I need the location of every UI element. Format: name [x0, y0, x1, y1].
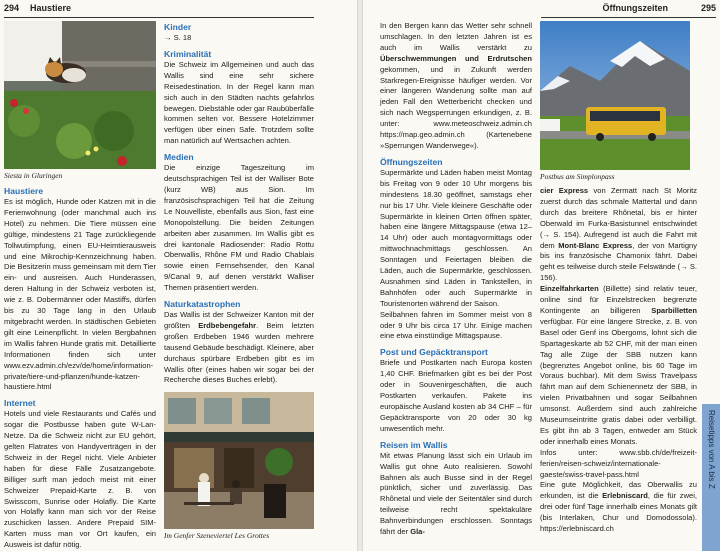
heading-reisen: Reisen im Wallis — [380, 439, 448, 450]
header-rule-right — [541, 17, 716, 18]
text-weather — [380, 21, 532, 152]
text-oeffnungszeiten-2: Seilbahnen fahren im Sommer meist von 8 oder 9 Uhr bis circa 17 Uhr. Einige machen eine etwa einstündige Mittagspause. — [380, 309, 532, 341]
text-medien: Die einzige Tageszeitung im deutschsprachigen Teil ist der Walliser Bote (kurz WB) aus Sion. Im französischsprachigen Teil hat die Zeitung Le Nouvelliste, ebenfalls aus Sion, fast eine Monopolstellung. Die beiden Zeitungen arbeiten aber zusammen. Im Wallis gibt es drei kantonale Radiosender: Radio Rottu Oberwallis, Rhône FM und Radio Chablais sowie einen Fernsehsender, den Kanal 9/Canal 9, auf denen verstärkt Walliser Themen präsentiert werden. — [164, 163, 314, 293]
trains-text-d: verfügbar. Für eine längere Strecke, z. B. von Basel oder Genf ins Obergoms, lohnt sich die Spartageskarte ab 52 CHF, mit der man einen Tag alle Züge der SBB nutzen kann (begrenztes Angebot online, bis 60 Tage im Voraus buchbar). Mit dem Swiss Travelpass fährt man auf dem Schienennetz der SBB, in vielen Privatbahnen und sogar Seilbahnen umsonst. Außerdem sind auch zahlreiche Museumseintritte gratis dabei oder verbilligt. Es gibt ihn ab 3 Tagen, entweder am Stück oder innerhalb eines Monats. — [540, 316, 697, 446]
text-internet: Hotels und viele Restaurants und Cafés und sogar die Postbusse haben gute W-Lan-Netze. Da die Schweiz nicht zur EU gehört, gelten Flatrates von Handyverträgen in der Schweiz in der Regel nicht. Viele Anbieter haben für diese Fälle Zusatzangebote. Billiger surft man jedoch meist mit einer Schweizer Prepaid-Karte z. B. von Swisscom, Sunrise oder Holafly. Die Karte von Holafly kann man sich vor der Reise zuschicken lassen. Andere Prepaid SIM-Karten muss man vor Ort kaufen, ein Ausweis ist dafür nötig. — [4, 409, 156, 550]
heading-medien: Medien — [164, 152, 194, 163]
chapter-side-tab-label: Reisetipps von A bis Z — [707, 410, 716, 489]
mont-blanc-express-bold: Mont-Blanc Express — [558, 240, 633, 250]
left-column-1 — [4, 21, 156, 551]
einzelfahrkarten-bold: Einzelfahrkarten — [540, 284, 599, 294]
heading-kinder: Kinder — [164, 22, 192, 32]
photo-caption-postbus: Postbus am Simplonpass — [540, 172, 615, 181]
photo-postbus-simplon — [540, 21, 690, 170]
running-head-left: Haustiere — [30, 3, 72, 13]
text-kriminalitaet: Die Schweiz im Allgemeinen und auch das Wallis sind eine sehr sichere Reisedestination. In der Regel kann man sich auch in den Städten nachts gefahrlos bewegen. Diebstähle oder gar Raubüberfälle kommen selten vor. Bessere Hotelzimmer verfügen über einen Safe. Trotzdem sollte man natürlich auf Wertsachen achten. — [164, 59, 314, 146]
text-trains-1 — [540, 186, 697, 284]
sparbilletten-bold: Sparbilletten — [651, 305, 697, 315]
trains-text-b: , der von Martigny bis ins französische Chamonix fährt. Dabei geht es teilweise durch steile Felswände (→ S. 156). — [540, 240, 698, 283]
reisen-bold: Gla- — [410, 527, 425, 537]
trains-text-a: von Zermatt nach St Moritz zuerst durch das schmale Mattertal und dann durch das breitere Rhônetal, bis er hinter Oberwald im Furka-Basistunnel entschwindet (→ S. 154). Aufregend ist auch die Fahrt mit dem — [540, 186, 697, 250]
photo-geneva-cafe — [164, 392, 314, 529]
glacier-express-bold: cier Express — [540, 186, 589, 195]
right-column-1 — [380, 21, 532, 538]
right-page — [363, 0, 720, 551]
text-kinder-ref: → S. 18 — [164, 33, 192, 42]
page-number-left: 294 — [4, 3, 20, 13]
heading-internet: Internet — [4, 398, 36, 409]
text-post: Briefe und Postkarten nach Europa kosten 1,40 CHF. Briefmarken gibt es bei der Post oder in Souvenirgeschäften, die auch Postkarten verkaufen. Pakete ins europäische Ausland kosten ab 34 CHF – für Gepäcktransporte von 20 oder 30 kg unwesentlich mehr. — [380, 358, 532, 433]
photo-caption-left: Siesta in Gluringen — [4, 171, 63, 180]
heading-post: Post und Gepäcktransport — [380, 347, 488, 358]
trains-text-f: , die für zwei, drei oder fünf Tage innerhalb eines Monats gilt (bis Interlaken, Chur und Domodossola). https://erlebniscard.ch — [540, 491, 697, 534]
text-trains-2 — [540, 284, 697, 448]
heading-oeffnungszeiten: Öffnungszeiten — [380, 156, 443, 167]
photo-caption-geneva: Im Genfer Szeneviertel Les Grottes — [164, 531, 270, 541]
text-trains-3: Infos unter: www.sbb.ch/de/freizeit-ferien/reisen-schweiz/internationale-gaeste/swiss-travel-pass.html — [540, 447, 697, 479]
weather-bold: Überschwemmungen und Erdrutschen — [380, 53, 532, 63]
text-oeffnungszeiten: Supermärkte und Läden haben meist Montag bis Freitag von 9 oder 10 Uhr morgens bis mindestens 18.30 geöffnet, samstags eher nur bis 17 Uhr. Viele kleinere Geschäfte oder Supermärkte in kleinen Orten öffnen später, haben eine längere Mittagspause (etwa 12–14 Uhr) oder auch montagvormittags oder mittwochnachmittags geschlossen. An Sonntagen und Feiertagen bleiben die Läden, auch die Supermärkte, geschlossen. Ausnahmen sind Läden in Tankstellen, in Bahnhöfen oder auch Supermärkte in Touristenorten während der Saison. — [380, 167, 532, 308]
text-haustiere: Es ist möglich, Hunde oder Katzen mit in die Ferienwohnung (oder manchmal auch ins Hotel) zu nehmen. Die Tiere müssen eine gültige, mindestens 21 Tage zurückliegende Tollwutimpfung, einen EU-Heimtierausweis und eine Mikrochip-Kennzeichnung haben. Die Besitzerin muss gemeinsam mit dem Tier ein- und ausreisen. Auch Hunderassen, deren Haltung in der Schweiz verboten ist, wie z. B. Dobermänner oder Mastiffs, dürfen bis zu 30 Tage lang in den Urlaub mitgebracht werden. In städtischen Gebieten gilt eine Leinenpflicht. In vielen Bergbahnen im Wallis fahren Hunde gratis mit. Detaillierte Informationen finden sich unter www.ezv.admin.ch/ezv/de/home/information-private/tiere-und-pflanzen/hunde-katzen-haustiere.html — [4, 197, 156, 392]
header-rule — [4, 17, 314, 18]
text-naturkatastrophen — [164, 310, 314, 386]
text-trains-4 — [540, 480, 697, 535]
heading-naturkatastrophen: Naturkatastrophen — [164, 299, 241, 310]
left-column-2 — [164, 21, 314, 541]
right-column-2 — [540, 21, 697, 535]
weather-text-a: In den Bergen kann das Wetter sehr schnell umschlagen. In den letzten Jahren ist es auch im Wallis verstärkt zu — [380, 21, 532, 52]
heading-kriminalitaet: Kriminalität — [164, 48, 212, 59]
natur-text-a: Das Wallis ist der Schweizer Kanton mit der größten — [164, 310, 314, 330]
weather-text-b: gekommen, und in Zukunft werden Starkregen-Ereignisse häufiger werden. Vor einer längeren Wanderung sollte man auf jeden Fall den Wetterbericht checken und sich nach Wegsperrungen erkundigen, z. B. unter: www.meteoschweiz.admin.ch https://map.geo.admin.ch (Kartenebene »Sperrungen Wanderwege«). — [380, 64, 532, 150]
page-number-right: 295 — [700, 3, 716, 13]
natur-text-b: . Beim letzten großen Erdbeben 1946 wurden mehrere tausend Gebäude beschädigt. Kleinere, aber durchaus spürbare Erdbeben gibt es im Wallis öfter (eines haben wir sogar bei der Recherche dieses Buches erlebt). — [164, 320, 314, 385]
trains-text-c: (Billette) sind relativ teuer, online sind für Einzelstrecken begrenzte Kontingente an billigeren — [540, 284, 697, 315]
text-reisen — [380, 451, 532, 538]
left-page — [0, 0, 357, 551]
reisen-text: Mit etwas Planung lässt sich ein Urlaub im Wallis gut ohne Auto realisieren. Sowohl Bahnen als auch Busse sind in der Regel pünktlich, sicher und zuverlässig. Das Rhônetal und viele der Seitentäler sind durch teilweise recht spektakuläre Bahnverbindungen erschlossen. Sonntags fährt der — [380, 450, 532, 537]
photo-cat-siesta — [4, 21, 156, 169]
heading-haustiere: Haustiere — [4, 186, 44, 196]
erlebniscard-bold: Erlebniscard — [602, 491, 648, 501]
running-head-right: Öffnungszeiten — [602, 3, 668, 13]
natur-bold-erdbebengefahr: Erdbebengefahr — [198, 320, 257, 330]
trains-text-e: Eine gute Möglichkeit, das Oberwallis zu erkunden, ist die — [540, 480, 697, 501]
